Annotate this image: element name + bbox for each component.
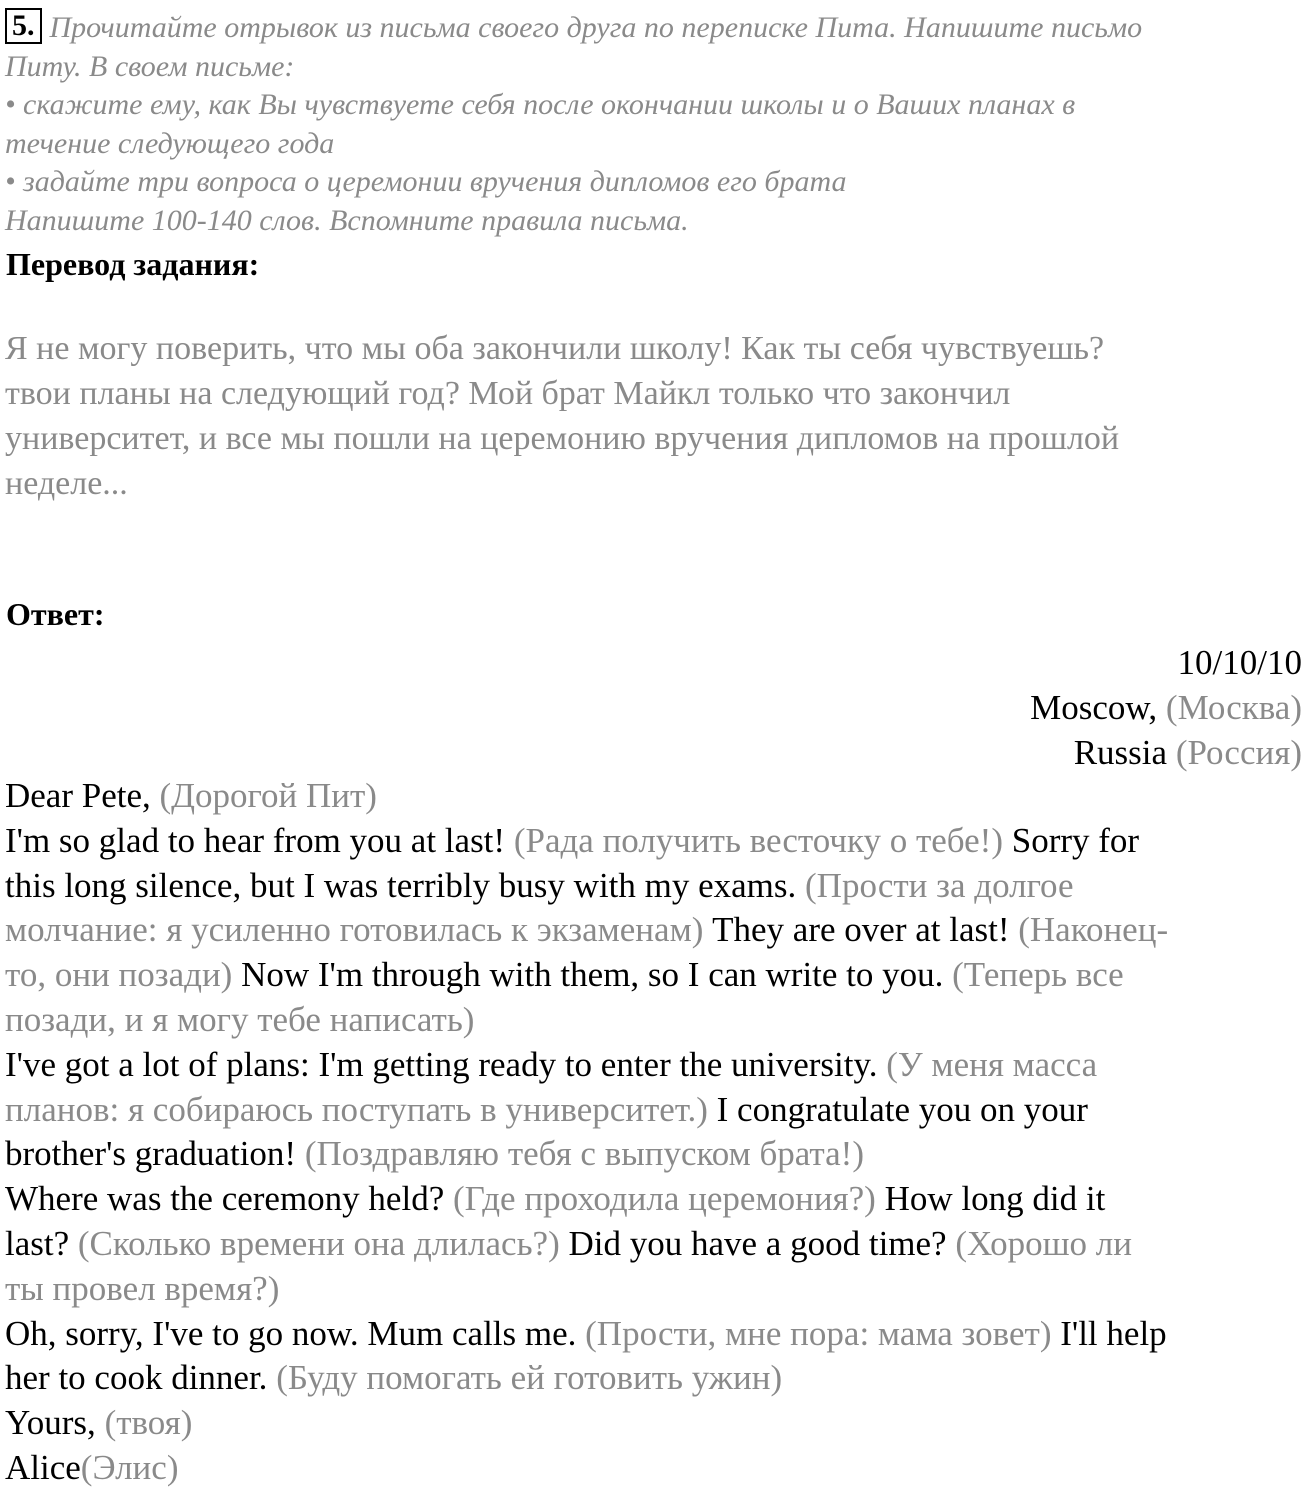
address-country-translation: (Россия) (1175, 733, 1302, 772)
task-line-4: течение следующего года (5, 126, 335, 160)
signature-translation: (Элис) (80, 1447, 179, 1487)
letter-text: I've got a lot of plans: I'm getting ready to enter the university. (5, 1044, 887, 1084)
letter-translation: (Поздравляю тебя с выпуском брата!) (304, 1134, 864, 1174)
address-city-line (1030, 685, 1302, 730)
letter-line (5, 819, 1303, 864)
signature-text: Alice (5, 1447, 81, 1487)
translation-line-3: университет, и все мы пошли на церемонию вручения дипломов на прошлой (5, 420, 1120, 457)
letter-line (5, 953, 1303, 998)
letter-translation: (Рада получить весточку о тебе!) (513, 820, 1003, 860)
letter-line (5, 908, 1303, 953)
letter-translation: (Прости за долгое (805, 865, 1074, 905)
letter-translation: позади, и я могу тебе написать) (5, 999, 475, 1039)
letter-text: I'll help (1051, 1313, 1167, 1353)
letter-text: Sorry for (1002, 820, 1140, 860)
translation-line-1: Я не могу поверить, что мы оба закончили школу! Как ты себя чувствуешь? (5, 330, 1105, 367)
letter-translation: то, они позади) (5, 955, 233, 995)
closing-translation: (твоя) (104, 1403, 193, 1443)
letter-signature (5, 1446, 1303, 1491)
letter-line (5, 1043, 1303, 1088)
letter-translation: планов: я собираюсь поступать в университет.) (5, 1089, 708, 1129)
letter-translation: (Наконец- (1018, 910, 1169, 950)
letter-line (5, 1177, 1303, 1222)
letter-translation: (Буду помогать ей готовить ужин) (276, 1358, 783, 1398)
greeting-text: Dear Pete, (5, 776, 160, 815)
letter-text: They are over at last! (703, 910, 1019, 950)
greeting-translation: (Дорогой Пит) (159, 776, 377, 815)
translation-line-2: твои планы на следующий год? Мой брат Майкл только что закончил (5, 375, 1011, 412)
letter-line (5, 1088, 1303, 1133)
address-city-translation: (Москва) (1165, 688, 1302, 727)
letter-translation: (Теперь все (952, 955, 1124, 995)
task-line-6: Напишите 100-140 слов. Вспомните правила письма. (5, 203, 689, 237)
letter-closing (5, 1401, 1303, 1446)
address-city: Moscow, (1030, 688, 1158, 727)
letter-translation: (Где проходила церемония?) (452, 1179, 876, 1219)
letter-line (5, 864, 1303, 909)
letter-text: Where was the ceremony held? (5, 1179, 453, 1219)
translation-text (5, 326, 1300, 506)
letter-translation: молчание: я усиленно готовилась к экзаменам) (5, 910, 704, 950)
letter-greeting (5, 774, 1303, 819)
task-text: Прочитайте отрывок из письма своего друга по переписке Пита. Напишите письмо (49, 11, 1143, 44)
letter-address (1030, 640, 1302, 775)
task-line-2: Питу. В своем письме: (5, 49, 295, 83)
letter-line (5, 998, 1303, 1043)
letter-body (5, 774, 1303, 1491)
translation-line-4: неделе... (5, 465, 128, 502)
letter-date: 10/10/10 (1177, 643, 1302, 682)
letter-text: her to cook dinner. (5, 1358, 277, 1398)
address-country-line (1030, 730, 1302, 775)
letter-text: Did you have a good time? (559, 1223, 956, 1263)
letter-line (5, 1132, 1303, 1177)
task-line-5: • задайте три вопроса о церемонии вручения дипломов его брата (5, 165, 847, 198)
letter-line (5, 1222, 1303, 1267)
letter-translation: (Хорошо ли (955, 1223, 1132, 1263)
task-number-badge: 5. (5, 8, 42, 44)
letter-text: brother's graduation! (5, 1134, 305, 1174)
letter-text: Now I'm through with them, so I can write to you. (232, 955, 953, 995)
letter-text: Oh, sorry, I've to go now. Mum calls me. (5, 1313, 586, 1353)
letter-translation: (Прости, мне пора: мама зовет) (585, 1313, 1052, 1353)
letter-text: How long did it (875, 1179, 1106, 1219)
letter-translation: ты провел время?) (5, 1268, 280, 1308)
letter-text: this long silence, but I was terribly busy with my exams. (5, 865, 806, 905)
letter-line (5, 1356, 1303, 1401)
closing-text: Yours, (5, 1403, 105, 1443)
task-line-1 (5, 8, 1300, 48)
answer-heading: Ответ: (6, 596, 105, 632)
letter-translation: (У меня масса (886, 1044, 1098, 1084)
letter-line (5, 1312, 1303, 1357)
letter-line (5, 1267, 1303, 1312)
letter-translation: (Сколько времени она длилась?) (77, 1223, 560, 1263)
address-country: Russia (1073, 733, 1168, 772)
letter-text: last? (5, 1223, 78, 1263)
letter-text: I congratulate you on your (707, 1089, 1088, 1129)
translation-heading: Перевод задания: (6, 246, 260, 282)
letter-text: I'm so glad to hear from you at last! (5, 820, 514, 860)
task-instructions (5, 8, 1300, 240)
task-line-3: • скажите ему, как Вы чувствуете себя после окончании школы и о Ваших планах в (5, 88, 1076, 121)
